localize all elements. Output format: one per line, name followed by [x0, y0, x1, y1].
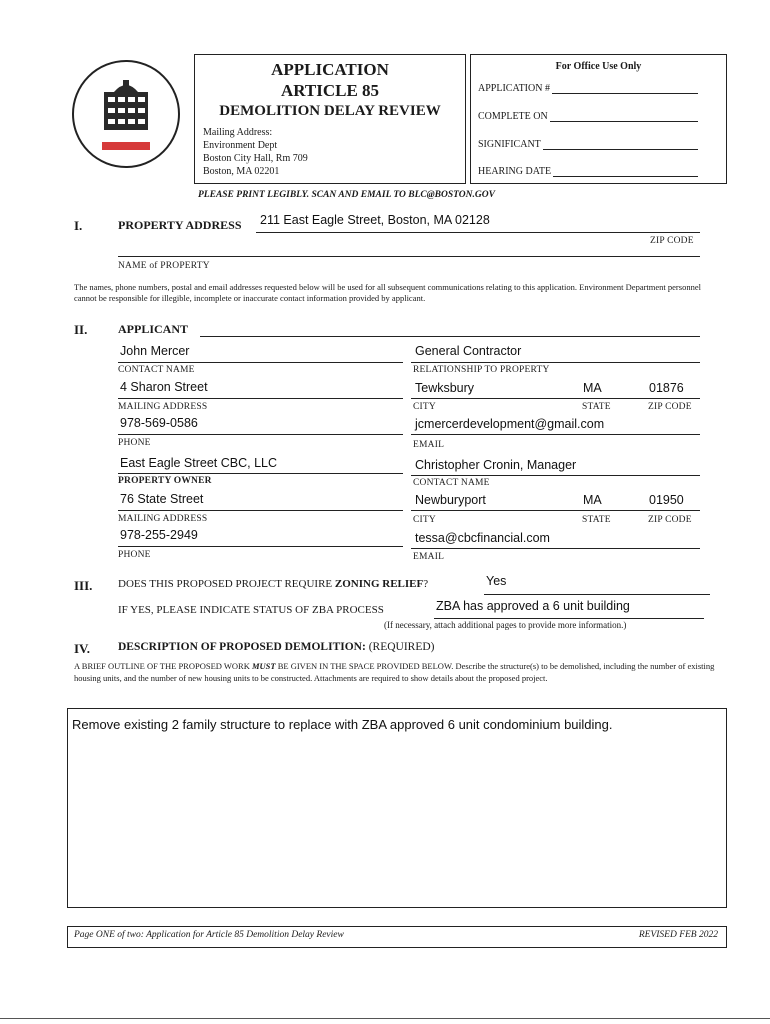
office-field-complete: [478, 111, 698, 122]
section-3-numeral: III.: [74, 578, 93, 593]
section-4-numeral: IV.: [74, 641, 91, 656]
zba-status-field[interactable]: [434, 598, 704, 619]
applicant-state-value: MA: [583, 381, 602, 395]
applicant-email-field[interactable]: [411, 414, 700, 435]
title-line-1: APPLICATION: [271, 60, 389, 79]
zoning-question: [118, 578, 428, 590]
property-name-label: NAME of PROPERTY: [118, 261, 210, 271]
applicant-header-line: [200, 326, 700, 337]
demolition-description-label: [118, 641, 434, 653]
owner-state-label: STATE: [582, 515, 611, 525]
city-seal-logo: [72, 60, 180, 168]
mailing-address-label: MAILING ADDRESS: [118, 402, 208, 412]
owner-phone-value: 978-255-2949: [120, 528, 198, 542]
state-label: STATE: [582, 402, 611, 412]
zoning-question-post: ?: [423, 578, 429, 590]
owner-zip-label: ZIP CODE: [648, 515, 692, 525]
zoning-answer-value: Yes: [486, 574, 507, 588]
mailing-address: [203, 126, 465, 178]
property-address-field[interactable]: [256, 212, 700, 233]
property-owner-label: PROPERTY OWNER: [118, 476, 212, 486]
owner-city-value: Newburyport: [415, 493, 486, 507]
property-address-label: PROPERTY ADDRESS: [118, 218, 242, 232]
zoning-answer-field[interactable]: [484, 574, 710, 595]
owner-contact-field[interactable]: [411, 455, 700, 476]
applicant-zip-value: 01876: [649, 381, 684, 395]
title-line-2: ARTICLE 85: [280, 81, 380, 100]
instructions-pre: A BRIEF OUTLINE OF THE PROPOSED WORK: [74, 661, 252, 671]
owner-state-value: MA: [583, 493, 602, 507]
demolition-instructions: [74, 661, 724, 684]
office-field-hearing: [478, 166, 698, 177]
owner-email-value: tessa@cbcfinancial.com: [415, 531, 550, 545]
applicant-city-value: Tewksbury: [415, 381, 475, 395]
office-field-line[interactable]: [553, 166, 698, 177]
zoning-question-bold: ZONING RELIEF: [334, 578, 424, 590]
mailing-line-2: Boston City Hall, Rm 709: [203, 153, 308, 164]
owner-email-field[interactable]: [411, 528, 700, 549]
property-address-value: 211 East Eagle Street, Boston, MA 02128: [260, 213, 490, 227]
demolition-description-text: Remove existing 2 family structure to replace with ZBA approved 6 unit condominium building.: [72, 717, 613, 732]
owner-mailing-field[interactable]: [118, 490, 403, 511]
owner-city-field[interactable]: [411, 490, 700, 511]
demolition-description-box[interactable]: [67, 708, 727, 908]
mailing-label: Mailing Address:: [203, 127, 273, 138]
owner-contact-label: CONTACT NAME: [413, 478, 490, 488]
zba-status-value: ZBA has approved a 6 unit building: [436, 599, 630, 613]
demolition-label-bold: DESCRIPTION OF PROPOSED DEMOLITION:: [118, 641, 366, 653]
applicant-mailing-value: 4 Sharon Street: [120, 380, 208, 394]
phone-label: PHONE: [118, 438, 151, 448]
demolition-required: (REQUIRED): [368, 641, 435, 653]
instructions-must: MUST: [251, 661, 276, 671]
footer-revised: REVISED FEB 2022: [638, 930, 718, 940]
section-2-numeral: II.: [74, 322, 88, 337]
owner-city-label: CITY: [413, 515, 436, 525]
instructions-post: BE GIVEN IN THE SPACE PROVIDED BELOW. Describe the structure(s) to be demolished, including the number of existing housing units, and the number of new housing units to be constructed. Attachments are required to show details about the proposed project.: [74, 661, 715, 683]
owner-name-value: East Eagle Street CBC, LLC: [120, 456, 278, 470]
contact-notice: The names, phone numbers, postal and email addresses requested below will be used for all subsequent communications relating to this application. Environment Department personnel cannot be responsible for illegible, incomplete or inaccurate contact information provided by applicant.: [74, 282, 701, 303]
office-field-line[interactable]: [550, 111, 698, 122]
footer-page-note: Page ONE of two: Application for Article 85 Demolition Delay Review: [74, 930, 344, 940]
office-field-significant: [478, 139, 698, 150]
owner-phone-field[interactable]: [118, 526, 403, 547]
office-use-title: For Office Use Only: [555, 61, 642, 72]
zba-status-label: IF YES, PLEASE INDICATE STATUS OF ZBA PROCESS: [118, 604, 384, 616]
relationship-label: RELATIONSHIP TO PROPERTY: [413, 365, 550, 375]
applicant-email-value: jcmercerdevelopment@gmail.com: [415, 417, 605, 431]
office-field-line[interactable]: [552, 83, 698, 94]
zip-code-label: ZIP CODE: [650, 236, 694, 246]
additional-pages-note: (If necessary, attach additional pages to provide more information.): [384, 620, 627, 630]
zip-label: ZIP CODE: [648, 402, 692, 412]
zoning-question-pre: DOES THIS PROPOSED PROJECT REQUIRE: [118, 578, 335, 590]
applicant-phone-value: 978-569-0586: [120, 416, 198, 430]
office-use-box: [470, 54, 727, 184]
owner-phone-label: PHONE: [118, 550, 151, 560]
city-label: CITY: [413, 402, 436, 412]
owner-zip-value: 01950: [649, 493, 684, 507]
email-label: EMAIL: [413, 440, 445, 450]
applicant-mailing-field[interactable]: [118, 378, 403, 399]
title-box: [194, 54, 466, 184]
applicant-contact-field[interactable]: [118, 342, 403, 363]
title-line-3: DEMOLITION DELAY REVIEW: [219, 103, 441, 119]
applicant-label: APPLICANT: [118, 322, 189, 336]
office-field-label: SIGNIFICANT: [478, 139, 541, 150]
applicant-relationship-value: General Contractor: [415, 344, 522, 358]
owner-contact-value: Christopher Cronin, Manager: [415, 458, 577, 472]
applicant-phone-field[interactable]: [118, 414, 403, 435]
print-instruction: PLEASE PRINT LEGIBLY. SCAN AND EMAIL TO BLC@BOSTON.GOV: [198, 190, 495, 200]
scan-edge-line: [0, 1018, 770, 1019]
mailing-line-3: Boston, MA 02201: [203, 166, 280, 177]
applicant-city-field[interactable]: [411, 378, 700, 399]
owner-name-field[interactable]: [118, 453, 403, 474]
office-field-label: APPLICATION #: [478, 83, 550, 94]
applicant-contact-value: John Mercer: [120, 344, 190, 358]
section-1-numeral: I.: [74, 218, 83, 233]
mailing-line-1: Environment Dept: [203, 140, 278, 151]
owner-email-label: EMAIL: [413, 552, 445, 562]
owner-mailing-value: 76 State Street: [120, 492, 204, 506]
office-field-line[interactable]: [543, 139, 698, 150]
contact-name-label: CONTACT NAME: [118, 365, 195, 375]
building-icon: [74, 62, 178, 166]
footer-box: [67, 926, 727, 948]
office-field-application: [478, 83, 698, 94]
property-name-field[interactable]: [118, 246, 700, 257]
office-field-label: HEARING DATE: [478, 166, 552, 177]
applicant-relationship-field[interactable]: [411, 342, 700, 363]
owner-mailing-label: MAILING ADDRESS: [118, 514, 208, 524]
office-field-label: COMPLETE ON: [478, 111, 548, 122]
